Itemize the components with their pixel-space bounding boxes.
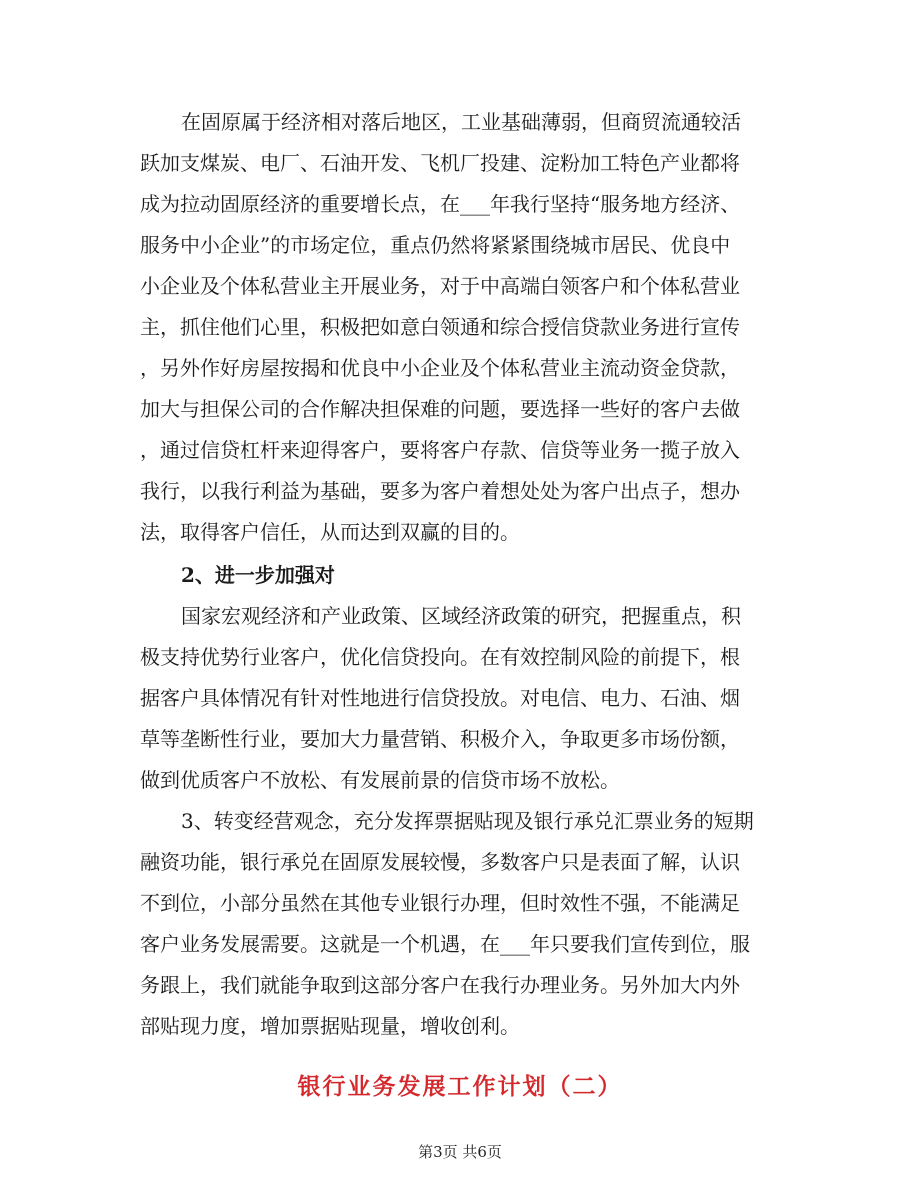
paragraph-line: 3、转变经营观念，充分发挥票据贴现及银行承兑汇票业务的短期 xyxy=(181,809,754,833)
section-heading-2: 2、进一步加强对 xyxy=(181,563,335,587)
paragraph-line: 跃加支煤炭、电厂、石油开发、飞机厂投建、淀粉加工特色产业都将 xyxy=(140,151,740,175)
paragraph-line: 务跟上，我们就能争取到这部分客户在我行办理业务。另外加大内外 xyxy=(140,973,740,997)
paragraph-line: 加大与担保公司的合作解决担保难的问题，要选择一些好的客户去做 xyxy=(140,397,740,421)
page-footer: 第3页 共6页 xyxy=(418,1143,502,1161)
paragraph-line: 做到优质客户不放松、有发展前景的信贷市场不放松。 xyxy=(140,768,620,792)
paragraph-line: 据客户具体情况有针对性地进行信贷投放。对电信、电力、石油、烟 xyxy=(140,686,740,710)
paragraph-line: 小企业及个体私营业主开展业务，对于中高端白领客户和个体私营业 xyxy=(140,274,740,298)
paragraph-line: 法，取得客户信任，从而达到双赢的目的。 xyxy=(140,520,520,544)
paragraph-line: 主，抓住他们心里，积极把如意白领通和综合授信贷款业务进行宣传 xyxy=(140,315,740,339)
paragraph-line: 在固原属于经济相对落后地区，工业基础薄弱，但商贸流通较活 xyxy=(181,110,741,134)
paragraph-line: 不到位，小部分虽然在其他专业银行办理，但时效性不强，不能满足 xyxy=(140,891,740,915)
paragraph-line: 客户业务发展需要。这就是一个机遇，在___年只要我们宣传到位，服 xyxy=(140,932,750,956)
section-title: 银行业务发展工作计划（二） xyxy=(297,1074,623,1100)
paragraph-line: 我行，以我行利益为基础，要多为客户着想处处为客户出点子，想办 xyxy=(140,479,740,503)
paragraph-line: 融资功能，银行承兑在固原发展较慢，多数客户只是表面了解，认识 xyxy=(140,850,740,874)
paragraph-line: 草等垄断性行业，要加大力量营销、积极介入，争取更多市场份额， xyxy=(140,727,740,751)
paragraph-line: 极支持优势行业客户，优化信贷投向。在有效控制风险的前提下，根 xyxy=(140,645,740,669)
paragraph-line: 服务中小企业”的市场定位，重点仍然将紧紧围绕城市居民、优良中 xyxy=(140,233,731,257)
paragraph-line: ，通过信贷杠杆来迎得客户，要将客户存款、信贷等业务一揽子放入 xyxy=(140,438,740,462)
paragraph-line: 部贴现力度，增加票据贴现量，增收创利。 xyxy=(140,1014,520,1038)
paragraph-line: ，另外作好房屋按揭和优良中小企业及个体私营业主流动资金贷款， xyxy=(140,356,740,380)
paragraph-line: 国家宏观经济和产业政策、区域经济政策的研究，把握重点，积 xyxy=(181,604,741,628)
paragraph-line: 成为拉动固原经济的重要增长点，在___年我行坚持“服务地方经济、 xyxy=(140,192,741,216)
